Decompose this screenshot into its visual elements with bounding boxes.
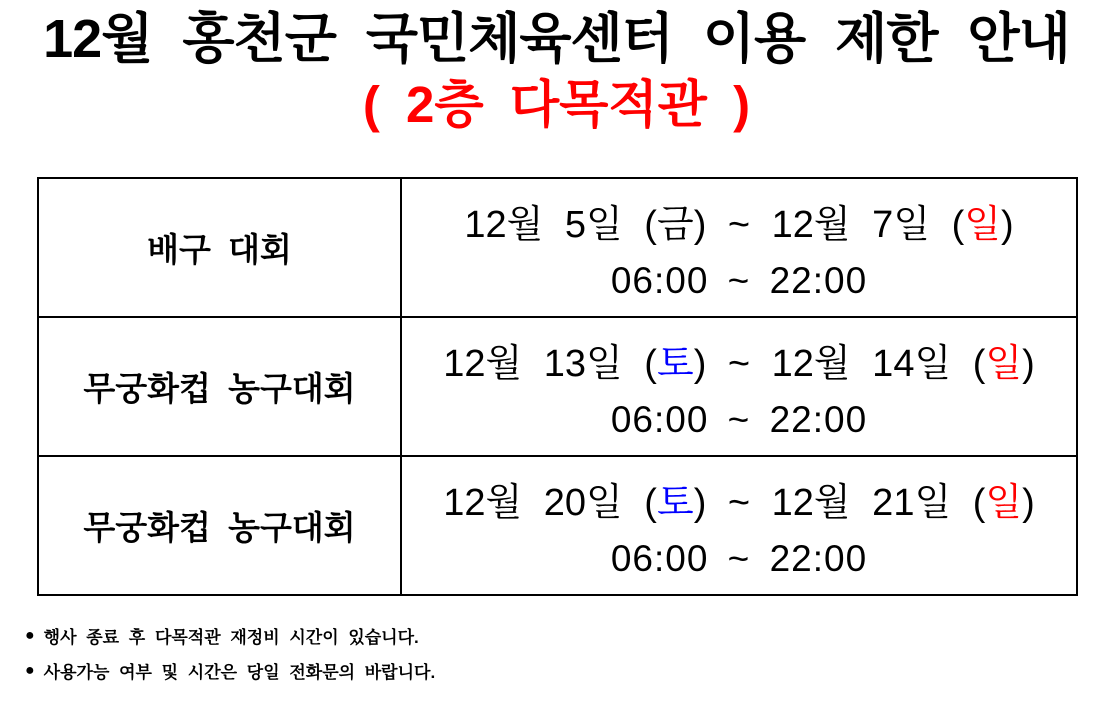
date-text: 12월 13일 ( xyxy=(443,343,657,386)
weekday-end: 일 xyxy=(985,482,1023,525)
schedule-cell xyxy=(401,317,1077,456)
weekday-start: 토 xyxy=(656,482,694,525)
schedule-cell xyxy=(401,456,1077,595)
note-text: 사용가능 여부 및 시간은 당일 전화문의 바랍니다. xyxy=(43,663,436,683)
schedule-table xyxy=(37,177,1078,596)
schedule-cell xyxy=(401,178,1077,317)
note-item xyxy=(25,658,1113,683)
event-name: 배구 대회 xyxy=(38,178,401,317)
time-range: 06:00 ~ 22:00 xyxy=(610,399,868,441)
table-row xyxy=(38,456,1077,595)
date-range xyxy=(402,471,1076,526)
time-range: 06:00 ~ 22:00 xyxy=(610,538,868,580)
date-text: ) ~ 12월 7일 ( xyxy=(693,204,965,247)
page-subtitle: ( 2층 다목적관 ) xyxy=(362,75,751,133)
weekday-end: 일 xyxy=(964,204,1001,247)
table-row xyxy=(38,178,1077,317)
event-name: 무궁화컵 농구대회 xyxy=(38,317,401,456)
note-text: 행사 종료 후 다목적관 재정비 시간이 있습니다. xyxy=(43,628,419,648)
date-range xyxy=(402,332,1076,387)
date-range xyxy=(402,193,1076,248)
date-text: ) ~ 12월 21일 ( xyxy=(693,482,986,525)
note-item xyxy=(25,623,1113,648)
time-range: 06:00 ~ 22:00 xyxy=(610,260,868,302)
bullet-icon: ● xyxy=(25,626,35,644)
date-text: ) xyxy=(1022,343,1035,386)
date-text: ) xyxy=(1000,204,1014,247)
page-title: 12월 홍천군 국민체육센터 이용 제한 안내 xyxy=(43,9,1070,69)
weekday-end: 일 xyxy=(985,343,1023,386)
bullet-icon: ● xyxy=(25,661,35,679)
date-text: ) xyxy=(1022,482,1035,525)
weekday-start: 금 xyxy=(656,204,694,247)
table-row xyxy=(38,317,1077,456)
notes-list xyxy=(25,623,1113,683)
event-name: 무궁화컵 농구대회 xyxy=(38,456,401,595)
date-text: ) ~ 12월 14일 ( xyxy=(693,343,986,386)
notice-page xyxy=(0,6,1113,709)
weekday-start: 토 xyxy=(656,343,694,386)
date-text: 12월 5일 ( xyxy=(464,204,657,247)
date-text: 12월 20일 ( xyxy=(443,482,657,525)
